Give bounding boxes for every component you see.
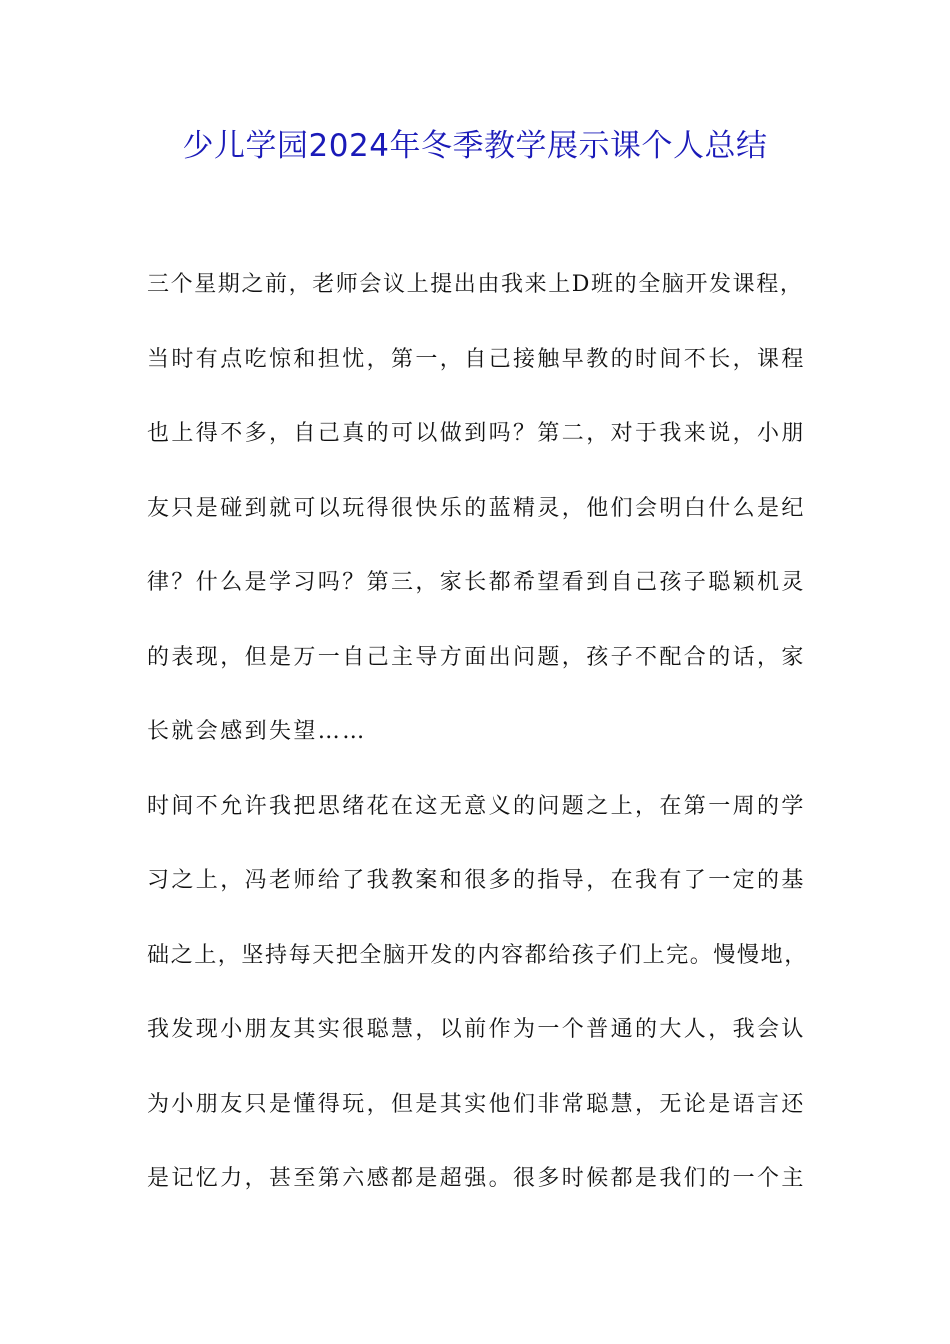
body-line: 为小朋友只是懂得玩，但是其实他们非常聪慧，无论是语言还: [147, 1091, 806, 1117]
body-line: 时间不允许我把思绪花在这无意义的问题之上，在第一周的学: [147, 793, 806, 819]
body-line: 我发现小朋友其实很聪慧，以前作为一个普通的大人，我会认: [147, 1017, 806, 1042]
body-line: 是记忆力，甚至第六感都是超强。很多时候都是我们的一个主: [147, 1166, 806, 1191]
body-line: 习之上，冯老师给了我教案和很多的指导，在我有了一定的基: [147, 868, 806, 893]
body-line: 律？什么是学习吗？第三，家长都希望看到自己孩子聪颖机灵: [147, 570, 806, 595]
document-body: [147, 262, 827, 1231]
body-line: 三个星期之前，老师会议上提出由我来上D班的全脑开发课程，: [147, 272, 804, 297]
body-line: 的表现，但是万一自己主导方面出问题，孩子不配合的话，家: [147, 644, 806, 670]
body-line: 当时有点吃惊和担忧，第一，自己接触早教的时间不长，课程: [147, 346, 806, 372]
body-line: 础之上，坚持每天把全脑开发的内容都给孩子们上完。慢慢地，: [147, 942, 808, 968]
document-title: 少儿学园2024年冬季教学展示课个人总结: [182, 128, 768, 164]
body-line: 友只是碰到就可以玩得很快乐的蓝精灵，他们会明白什么是纪: [147, 495, 806, 521]
body-line: 长就会感到失望……: [147, 719, 367, 744]
body-line: 也上得不多，自己真的可以做到吗？第二，对于我来说，小朋: [147, 421, 806, 446]
